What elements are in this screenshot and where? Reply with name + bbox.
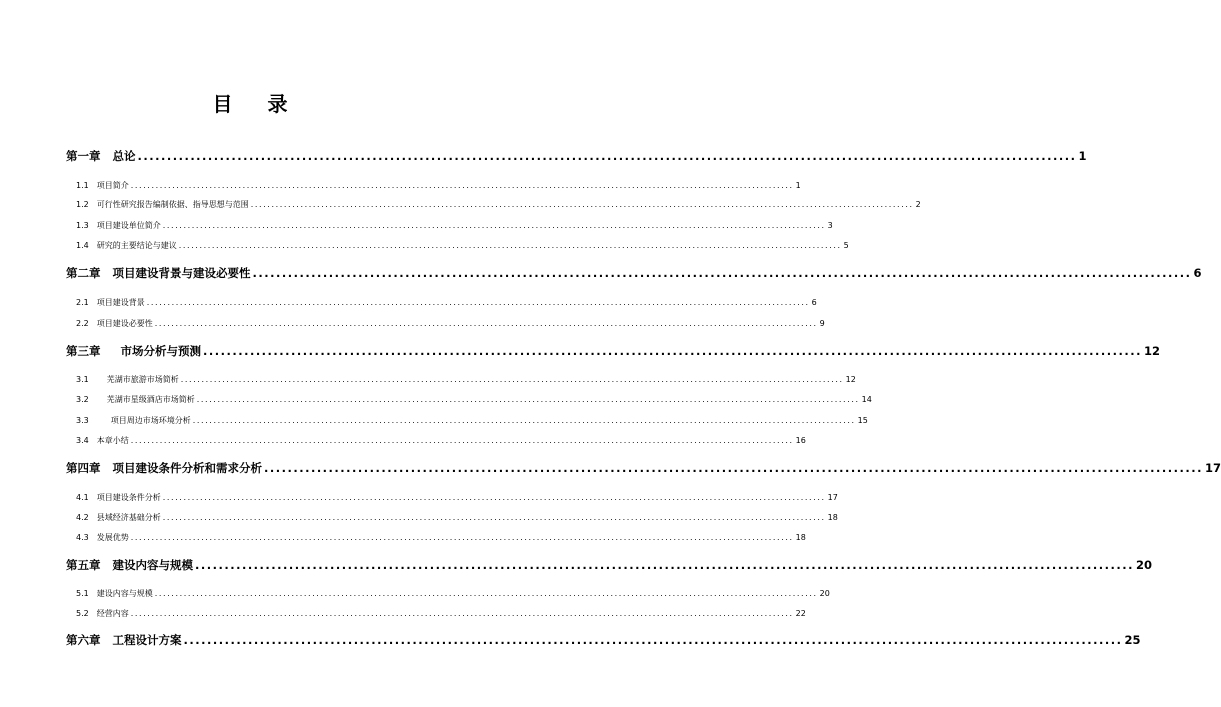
toc-page-number: 6	[1193, 266, 1202, 280]
toc-chapter-1[interactable]	[66, 148, 1087, 164]
toc-label: 3.3 项目周边市场环境分析	[76, 416, 191, 425]
toc-label: 1.2 可行性研究报告编制依据、指导思想与范围	[76, 200, 249, 209]
toc-label: 4.1 项目建设条件分析	[76, 493, 161, 502]
toc-chapter-6[interactable]	[66, 632, 1141, 648]
toc-leader-dots: ................................................................................................................................................................	[162, 221, 826, 230]
toc-page-number: 1	[1078, 149, 1087, 163]
toc-label: 第四章 项目建设条件分析和需求分析	[66, 461, 262, 475]
toc-leader-dots: ................................................................................................................................................................	[130, 609, 794, 618]
toc-label: 4.2 县域经济基础分析	[76, 513, 161, 522]
toc-label: 1.4 研究的主要结论与建议	[76, 241, 177, 250]
toc-section-1-4[interactable]	[76, 240, 849, 251]
toc-leader-dots: ................................................................................................................................................................	[137, 149, 1077, 163]
toc-leader-dots: ................................................................................................................................................................	[180, 375, 844, 384]
toc-leader-dots: ................................................................................................................................................................	[183, 633, 1123, 647]
toc-page-number: 12	[845, 375, 856, 384]
toc-page-number: 17	[827, 493, 838, 502]
toc-label: 1.1 项目简介	[76, 181, 129, 190]
toc-section-4-1[interactable]	[76, 492, 838, 503]
toc-label: 3.1 芜湖市旅游市场简析	[76, 375, 179, 384]
toc-leader-dots: ................................................................................................................................................................	[252, 266, 1192, 280]
toc-label: 第二章 项目建设背景与建设必要性	[66, 266, 251, 280]
toc-page-number: 25	[1124, 633, 1141, 647]
toc-section-3-3[interactable]	[76, 415, 868, 426]
page-title: 目 录	[212, 92, 302, 116]
toc-page-number: 3	[827, 221, 833, 230]
toc-label: 第六章 工程设计方案	[66, 633, 182, 647]
toc-page-number: 1	[795, 181, 801, 190]
toc-page-number: 9	[819, 319, 825, 328]
toc-section-5-2[interactable]	[76, 608, 806, 619]
toc-label: 1.3 项目建设单位简介	[76, 221, 161, 230]
toc-section-3-1[interactable]	[76, 374, 856, 385]
toc-label: 第三章 市场分析与预测	[66, 344, 201, 358]
toc-leader-dots: ................................................................................................................................................................	[162, 513, 826, 522]
toc-chapter-5[interactable]	[66, 557, 1152, 573]
toc-section-2-2[interactable]	[76, 318, 825, 329]
toc-section-4-3[interactable]	[76, 532, 806, 543]
toc-leader-dots: ................................................................................................................................................................	[203, 344, 1142, 358]
toc-leader-dots: ................................................................................................................................................................	[130, 533, 794, 542]
toc-leader-dots: ................................................................................................................................................................	[154, 319, 818, 328]
toc-leader-dots: ................................................................................................................................................................	[162, 493, 826, 502]
toc-section-4-2[interactable]	[76, 512, 838, 523]
toc-label: 5.1 建设内容与规模	[76, 589, 153, 598]
toc-leader-dots: ................................................................................................................................................................	[130, 436, 794, 445]
toc-section-3-2[interactable]	[76, 394, 872, 405]
toc-section-3-4[interactable]	[76, 435, 806, 446]
toc-page-number: 20	[819, 589, 830, 598]
toc-leader-dots: ................................................................................................................................................................	[196, 395, 860, 404]
toc-label: 4.3 发展优势	[76, 533, 129, 542]
toc-chapter-2[interactable]	[66, 265, 1202, 281]
toc-section-1-2[interactable]	[76, 199, 921, 210]
toc-section-1-3[interactable]	[76, 220, 833, 231]
toc-page-number: 18	[795, 533, 806, 542]
toc-leader-dots: ................................................................................................................................................................	[154, 589, 818, 598]
toc-leader-dots: ................................................................................................................................................................	[250, 200, 914, 209]
toc-label: 2.1 项目建设背景	[76, 298, 145, 307]
toc-page-number: 22	[795, 609, 806, 618]
toc-chapter-3[interactable]	[66, 343, 1160, 359]
toc-page-number: 16	[795, 436, 806, 445]
toc-page-number: 6	[811, 298, 817, 307]
toc-section-5-1[interactable]	[76, 588, 830, 599]
toc-section-1-1[interactable]	[76, 180, 801, 191]
toc-page-number: 5	[843, 241, 849, 250]
toc-chapter-4[interactable]	[66, 460, 1221, 476]
toc-label: 2.2 项目建设必要性	[76, 319, 153, 328]
toc-leader-dots: ................................................................................................................................................................	[195, 558, 1134, 572]
toc-page-number: 14	[861, 395, 872, 404]
toc-page-number: 20	[1135, 558, 1152, 572]
toc-leader-dots: ................................................................................................................................................................	[130, 181, 794, 190]
toc-leader-dots: ................................................................................................................................................................	[192, 416, 856, 425]
toc-page-number: 2	[915, 200, 921, 209]
toc-label: 3.2 芜湖市星级酒店市场简析	[76, 395, 195, 404]
toc-page-number: 17	[1204, 461, 1221, 475]
toc-leader-dots: ................................................................................................................................................................	[146, 298, 810, 307]
toc-section-2-1[interactable]	[76, 297, 817, 308]
toc-leader-dots: ................................................................................................................................................................	[178, 241, 842, 250]
toc-page-number: 12	[1143, 344, 1160, 358]
toc-label: 5.2 经营内容	[76, 609, 129, 618]
toc-leader-dots: ................................................................................................................................................................	[264, 461, 1203, 475]
toc-page-number: 15	[857, 416, 868, 425]
toc-label: 第一章 总论	[66, 149, 136, 163]
toc-label: 第五章 建设内容与规模	[66, 558, 193, 572]
toc-page-number: 18	[827, 513, 838, 522]
toc-label: 3.4 本章小结	[76, 436, 129, 445]
